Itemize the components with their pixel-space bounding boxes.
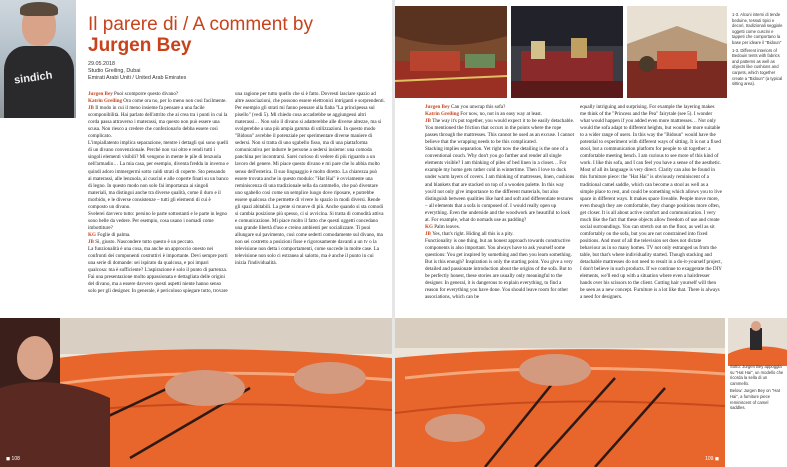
title-name: Jurgen Bey [88, 35, 192, 56]
photo-bottom-left [0, 318, 392, 467]
speaker-label: JB [425, 230, 433, 237]
tent-photo-2 [511, 6, 623, 98]
meta-studio: Studio Greiling, Dubai [88, 68, 141, 74]
speaker-label: Katrin Greiling [425, 111, 461, 118]
portrait-photo [0, 0, 76, 118]
paragraph [425, 146, 575, 224]
paragraph-text: Il modo in cui il meno insieme fa pensare a una facile scomponibilità. Hai parlato dell'attrito che ai crea tra i punti in cui la corda passa attraverso i materassi, ma questo non può essere una scusa. Non riesco a credere che confezionarlo debba essere così complicato. [88, 105, 228, 140]
speaker-label: JB [88, 238, 96, 245]
paragraph-text: Palm leaves. [434, 223, 460, 230]
caption-tents-en: 1-3. Different interiors of Bedouin tents with fabrics and patterns as well as objects like cushions and carpets, which together create a "Bidoun" (a typical sitting area). [732, 47, 783, 87]
italian-text: una ragione per tutto quello che si è fatto. Dovresti lasciare spazio ad altre associazioni, che possono essere elettronici intriganti e sorprendenti. Per esempio gli strati mi fanno pensare alla fiaba "La principessa sul pisello" (vedi 5). Mi chiedo cosa accadrebbe se aggiungessi altri materassi… Non solo il divano si adatterebbe alle diverse altezze, ma si svolgerebbe a una più ampia gamma di utilizzazioni. In questo modo "Bidoun" avrebbe il potenziale per sperimentare diverse maniere di sedersi. Non si tratta di uno sgabello fisso, ma di una piattaforma comunicativa per indurre le persone a sedersi insieme: una comoda panchina per incontrarsi. Sarei curioso di vedere di più riguardo a un lavoro del genere. Mi piace questo divano e mi pare che lo abbia molto senso dell'estetica. Il suo linguaggio è molto diretto. La chiarezza può essere trovata anche in questo modulo: "Hat Hai" è ovviamente una reminiscenza di una tradizionale sella da cammello, che può diventare uno sgabello così come un semplice luogo dove riposare, e potrebbe essere qualcosa che permette di vivere lo spazio in modi diversi. Rende gli spazi abitabili. La gente si muove di più. Anche quando si sta comodi si cambia posizione più spesso, ci si avvicina. Si tratta di comodità attiva e comunicazione. Mi piace molto il fatto che questi oggetti concedano una grande libertà d'uso e creino ambienti per socializzare. Ti puoi allungare sul pavimento, così come sederti comodamente sul divano, ma non sei costretto a posizioni fisse e rigorosamente davanti a un tv o la televisione non detta i comportamenti, come succede in molte case. La televisione non solo ci estranea al salotto, ma è anche il punto in cui inizia l'individualità. [235, 91, 385, 267]
paragraph [88, 140, 229, 210]
caption-bottom-it: Sotto: Jurgen Bey appoggia su "Hat Hai", un modello che ricorda la sella di un cammello. [730, 364, 784, 386]
paragraph-text: L'impiallatento implica separazione, mentre i dettagli qui sono quelli di un divano convenzionale. Perché non vai oltre e rendi tutti i singoli elementi visibili? Mi vengono in mente le pile di lenzuola nell'armadio… La mia casa, per esempio, diventa fredda in inverno e quindi adoro immergermi sotto caldi strati di coperte. Sto pensando ai materassi, alle lenzuola, ai cuscini e alle coperte finati su un banco di legno. In questo modo non solo fai importanza ai singoli materiali, ma distingui anche tra diverse qualità, come il duro e il morbido, e le diverse consistenze – tutti gli elementi di cui è composto un divano. [88, 140, 229, 210]
left-page [0, 0, 392, 467]
speaker-label: Jurgen Bey [88, 91, 115, 97]
speaker-label: JB [88, 105, 96, 112]
speaker-label: Jurgen Bey [425, 104, 452, 110]
tent-photo-1 [395, 6, 507, 98]
italian-column-1 [88, 91, 229, 295]
paragraph-text: Ora come ora no, per lo meno non così facilmente. [123, 98, 227, 105]
speaker-label: Katrin Greiling [88, 98, 124, 105]
caption-bottom [730, 364, 784, 413]
paragraph [88, 105, 229, 140]
paragraph [88, 211, 229, 232]
speaker-label: KG [88, 231, 98, 238]
english-column-2 [580, 104, 722, 301]
right-page [395, 0, 787, 467]
paragraph [425, 111, 575, 118]
folio-right: 109 ◼ [705, 456, 719, 462]
paragraph [88, 239, 229, 246]
paragraph-text: La funzionalità è una cosa, ma anche un approccio onesto nei confronti dei componenti costruttivi è importante. Devi sempre porti una serie di domande: sei ispirato da qualcosa, e poi impari qualcosa: ma è sufficiente? L'aspirazione è solo il punto di partenza. Fai una presentazione molto appassionata e dettagliata delle origini del divano, ma a essere davvero questi aspetti niente hanno senso solo per gli designer. In generale, è pericoloso spiegare tutto, trovare [88, 246, 228, 295]
caption-tents [732, 12, 784, 89]
paragraph-text: Functionality is one thing, but an honest approach towards constructive components is also important. You always have to ask yourself some questions: You get inspired by something and then you learn something. But is this enough? Inspiration is only the starting point. You give a very detailed and passionate introduction about the origins of the sofa. But to be perfectly honest, these stories are usually only meaningful to the designer. In general, it is dangerous to explain everything, to find a reason for everything you have done. You should leave room for other associations, which can be [425, 237, 573, 301]
paragraph [88, 246, 229, 295]
speaker-label: JB [425, 118, 433, 125]
meta-date: 29.05.2018 [88, 61, 115, 67]
article-meta [88, 61, 388, 82]
paragraph-text: For now, no, not in an easy way at least. [460, 111, 542, 118]
shirt-print: sindich [13, 69, 54, 87]
paragraph-text: The way it's put together, you would expect it to be easily detachable. You mentioned the friction that occurs in the points where the rope passes through the mattresses. This cannot be used as an excuse. I cannot believe that the wrapping needs to be this complicated. [425, 118, 575, 146]
tent-photo-3 [627, 6, 727, 98]
paragraph-text: Svelerei davvero tutto: persino le parte sottostanti e le parte in legno sono belle da vedere. Per esempio, cosa usano i nomadi come imbottiture? [88, 210, 228, 231]
paragraph [425, 238, 575, 301]
paragraph-text: Yes, that's right. Hiding all this is a pity. [432, 230, 514, 237]
paragraph [425, 231, 575, 238]
paragraph-text: Stacking implies separation. Yet right now the detailing is the one of a conventional couch. Why don't you go further and render all single elements visible? I am thinking of piles of bed linen in a closet… For example my home gets rather cold in wintertime. Then I love to duck under warm layers of covers. I am thinking of mattresses, linen, cushions and blankets that are stacked on top of a wooden palette. In this way you'd not only give importance to the different materials, but also distinguish between qualities like hard and soft and differentiate textures – all elements that a sofa is composed of. I would really open up everything. Even the underside and the woodwork are beautiful to look at. For example, what do nomads use as padding? [425, 146, 575, 223]
paragraph [425, 224, 575, 231]
paragraph [88, 91, 229, 98]
meta-country: Emirati Arabi Uniti / United Arab Emirates [88, 75, 187, 81]
folio-left: ◼ 108 [6, 456, 20, 462]
article-title [88, 14, 388, 56]
photo-bottom-right [395, 318, 725, 467]
caption-tents-it: 1-3. Alcuni interni di tende beduine, tessuti tipici e decori, tradizionali seggiole oggetti come cuscini e tappeti che comportano la base per ideare il "Bidoun" [732, 12, 783, 45]
paragraph [425, 118, 575, 146]
paragraph [425, 104, 575, 111]
caption-bottom-en: Below: Jurgen Bey on "Hat Hai", a furniture piece reminiscent of camel saddles. [730, 388, 780, 411]
paragraph-text: Sì, giusto. Nascondere tutto questo è un peccato. [95, 238, 195, 245]
italian-column-2 [235, 91, 385, 267]
paragraph [88, 232, 229, 239]
speaker-label: KG [425, 223, 435, 230]
title-prefix: Il parere di / A comment by [88, 14, 313, 35]
paragraph-text: Foglie di palma. [97, 231, 131, 238]
english-column-1 [425, 104, 575, 301]
paragraph-text: Puoi scomporre questo divano? [114, 91, 179, 97]
paragraph-text: Can you unwrap this sofa? [451, 104, 506, 110]
english-text: equally intriguing and surprising. For example the layering makes me think of the "Princess and the Pea" fairytale (see 5). I wonder what would happen if you added even more mattresses… Not only would the sofa adapt to different heights, but would be more suitable to a wider range of users. In this way the "Bidoun" would have the potential to experiment with different ways of sitting. It is not a fixed stool, but a communication platform for people to sit together: a comfortable meeting bench. I am curious to see more of this kind of work. I like this sofa, and I can feel you have a sense of the aesthetic. Most of all its language is very direct. Clarity can also be found in this furniture piece: the "Hat Hai" is obviously reminiscent of a traditional camel saddle, which can become a stool as well as a simple place to rest, and could be something which allows you to live space in different ways. It makes space liveable. People move more, even though they are comfortable, they change positions more often, get closer. It is all about active comfort and communication. I very much like the fact that these objects allow freedom of use and create social surroundings. You can stretch out on the floor, as well as sit comfortably on the sofa, but you are not constrained into fixed positions. And most of all the television set does not dictate behaviour as in so many homes. TV not only estranged us from the table, but that's where individuality started. Though stacking and detachable mattresses do not need to result in a do-it-yourself project, I don't believe in such products. If we continue to exaggerate the DIY elements, we'll end up with a situation where even a hairdresser hands over his scissors to the client. Cutting hair yourself will then be seen as a new concept. Furniture is a lot like that. There is always a need for designers. [580, 104, 722, 301]
photo-jurgen-seated [728, 318, 787, 366]
